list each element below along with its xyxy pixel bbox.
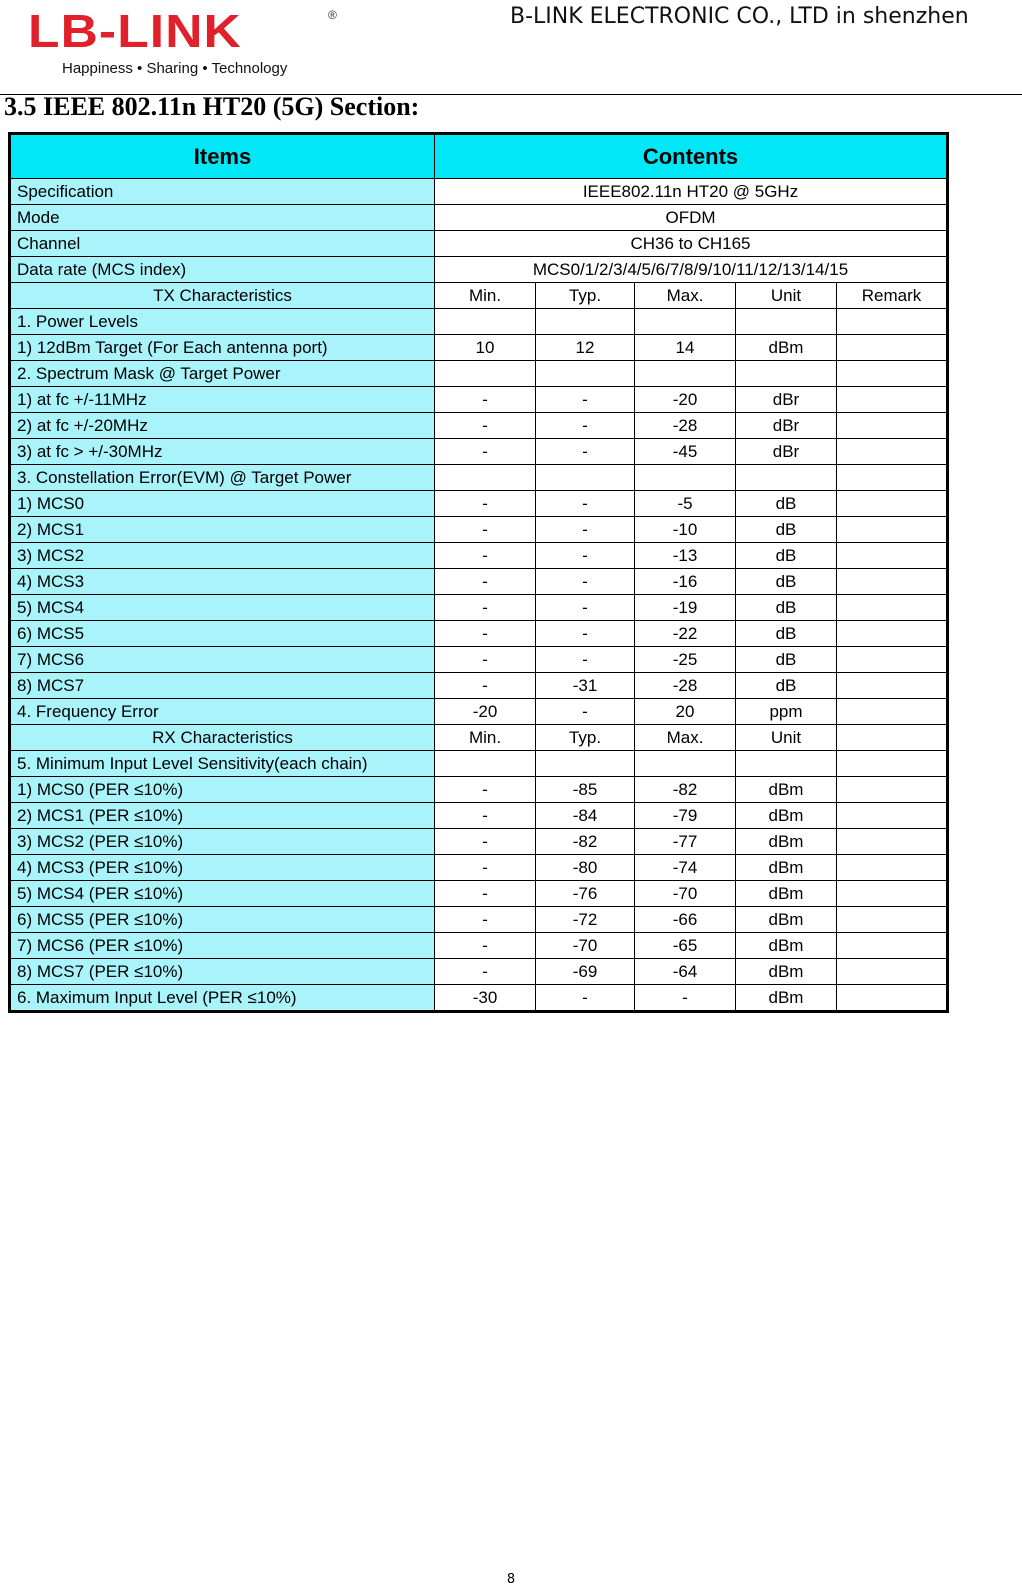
cell-typ: -80 xyxy=(536,855,635,881)
cell-remark xyxy=(837,465,948,491)
cell-remark xyxy=(837,777,948,803)
table-row xyxy=(10,985,948,1012)
table-row xyxy=(10,361,948,387)
cell-typ: -84 xyxy=(536,803,635,829)
cell-min: - xyxy=(435,777,536,803)
cell-unit: dB xyxy=(736,673,837,699)
row-label: 1) MCS0 (PER ≤10%) xyxy=(10,777,435,803)
cell-max: -10 xyxy=(635,517,736,543)
cell-typ xyxy=(536,465,635,491)
table-row xyxy=(10,465,948,491)
cell-typ: - xyxy=(536,985,635,1012)
cell-min: - xyxy=(435,595,536,621)
cell-max: -45 xyxy=(635,439,736,465)
cell-unit: dBm xyxy=(736,829,837,855)
cell-remark xyxy=(837,335,948,361)
cell-remark xyxy=(837,439,948,465)
cell-remark xyxy=(837,543,948,569)
cell-max: 20 xyxy=(635,699,736,725)
table-header-row xyxy=(10,134,948,179)
cell-unit: dBm xyxy=(736,881,837,907)
cell-typ: - xyxy=(536,595,635,621)
row-label: 2. Spectrum Mask @ Target Power xyxy=(10,361,435,387)
cell-typ: - xyxy=(536,569,635,595)
cell-min: - xyxy=(435,933,536,959)
cell-typ: - xyxy=(536,439,635,465)
table-row xyxy=(10,881,948,907)
page-number: 8 xyxy=(506,1572,516,1587)
table-row xyxy=(10,569,948,595)
table-row xyxy=(10,517,948,543)
table-row xyxy=(10,595,948,621)
cell-max: -22 xyxy=(635,621,736,647)
table-row xyxy=(10,335,948,361)
row-label: 8) MCS7 xyxy=(10,673,435,699)
cell-unit: dBr xyxy=(736,439,837,465)
cell-min: - xyxy=(435,673,536,699)
cell-min: - xyxy=(435,829,536,855)
row-label: 4. Frequency Error xyxy=(10,699,435,725)
cell-unit: dB xyxy=(736,595,837,621)
cell-max: -65 xyxy=(635,933,736,959)
row-label: 1. Power Levels xyxy=(10,309,435,335)
cell-max: -82 xyxy=(635,777,736,803)
row-label: 4) MCS3 xyxy=(10,569,435,595)
section-title: 3.5 IEEE 802.11n HT20 (5G) Section: xyxy=(4,92,420,121)
company-name: B-LINK ELECTRONIC CO., LTD in shenzhen xyxy=(510,4,969,29)
cell-typ: -69 xyxy=(536,959,635,985)
row-label: 3) MCS2 (PER ≤10%) xyxy=(10,829,435,855)
cell-remark xyxy=(837,309,948,335)
cell-unit xyxy=(736,361,837,387)
cell-min xyxy=(435,361,536,387)
cell-min: - xyxy=(435,491,536,517)
cell-unit: dBm xyxy=(736,959,837,985)
cell-min xyxy=(435,465,536,491)
row-label: 6) MCS5 (PER ≤10%) xyxy=(10,907,435,933)
row-label: 5) MCS4 (PER ≤10%) xyxy=(10,881,435,907)
table-row xyxy=(10,283,948,309)
info-row xyxy=(10,179,948,205)
table-row xyxy=(10,725,948,751)
cell-min: - xyxy=(435,569,536,595)
cell-remark xyxy=(837,725,948,751)
cell-min: - xyxy=(435,803,536,829)
info-value: MCS0/1/2/3/4/5/6/7/8/9/10/11/12/13/14/15 xyxy=(435,257,948,283)
table-row xyxy=(10,543,948,569)
info-label: Mode xyxy=(10,205,435,231)
cell-typ: - xyxy=(536,621,635,647)
table-body xyxy=(10,179,948,1012)
cell-unit xyxy=(736,465,837,491)
cell-remark xyxy=(837,751,948,777)
info-row xyxy=(10,205,948,231)
spec-table xyxy=(8,132,949,1013)
cell-max: -77 xyxy=(635,829,736,855)
cell-max: -28 xyxy=(635,673,736,699)
row-label: RX Characteristics xyxy=(10,725,435,751)
table-row xyxy=(10,491,948,517)
cell-min: - xyxy=(435,621,536,647)
table-row xyxy=(10,959,948,985)
cell-max: -70 xyxy=(635,881,736,907)
cell-min xyxy=(435,309,536,335)
row-label: 3) at fc > +/-30MHz xyxy=(10,439,435,465)
row-label: 7) MCS6 xyxy=(10,647,435,673)
cell-remark: Remark xyxy=(837,283,948,309)
table-row xyxy=(10,439,948,465)
cell-unit: dBm xyxy=(736,985,837,1012)
cell-max xyxy=(635,309,736,335)
cell-typ: - xyxy=(536,543,635,569)
row-label: 7) MCS6 (PER ≤10%) xyxy=(10,933,435,959)
cell-remark xyxy=(837,517,948,543)
table-row xyxy=(10,309,948,335)
table-row xyxy=(10,855,948,881)
cell-min: - xyxy=(435,543,536,569)
cell-typ xyxy=(536,361,635,387)
cell-typ: -82 xyxy=(536,829,635,855)
cell-unit: dBr xyxy=(736,387,837,413)
cell-unit: dB xyxy=(736,647,837,673)
cell-remark xyxy=(837,491,948,517)
cell-unit: dBm xyxy=(736,907,837,933)
cell-min: Min. xyxy=(435,283,536,309)
cell-unit: dB xyxy=(736,543,837,569)
info-label: Specification xyxy=(10,179,435,205)
cell-max xyxy=(635,361,736,387)
cell-remark xyxy=(837,855,948,881)
row-label: 2) MCS1 xyxy=(10,517,435,543)
cell-typ: 12 xyxy=(536,335,635,361)
cell-remark xyxy=(837,647,948,673)
info-value: CH36 to CH165 xyxy=(435,231,948,257)
cell-remark xyxy=(837,907,948,933)
cell-unit: dB xyxy=(736,517,837,543)
cell-remark xyxy=(837,361,948,387)
cell-typ: -76 xyxy=(536,881,635,907)
cell-min xyxy=(435,751,536,777)
cell-unit: Unit xyxy=(736,283,837,309)
cell-typ xyxy=(536,309,635,335)
row-label: 4) MCS3 (PER ≤10%) xyxy=(10,855,435,881)
row-label: 8) MCS7 (PER ≤10%) xyxy=(10,959,435,985)
cell-remark xyxy=(837,673,948,699)
header-items: Items xyxy=(10,134,435,179)
cell-remark xyxy=(837,595,948,621)
cell-typ: Typ. xyxy=(536,725,635,751)
cell-max: -16 xyxy=(635,569,736,595)
cell-min: - xyxy=(435,647,536,673)
cell-typ: - xyxy=(536,517,635,543)
info-label: Channel xyxy=(10,231,435,257)
row-label: 6) MCS5 xyxy=(10,621,435,647)
cell-min: 10 xyxy=(435,335,536,361)
cell-min: -20 xyxy=(435,699,536,725)
cell-typ: -70 xyxy=(536,933,635,959)
logo-tagline: Happiness • Sharing • Technology xyxy=(62,60,288,77)
cell-typ: -31 xyxy=(536,673,635,699)
row-label: 3. Constellation Error(EVM) @ Target Power xyxy=(10,465,435,491)
table-row xyxy=(10,907,948,933)
cell-min: - xyxy=(435,855,536,881)
row-label: TX Characteristics xyxy=(10,283,435,309)
cell-min: - xyxy=(435,387,536,413)
cell-max: Max. xyxy=(635,283,736,309)
cell-remark xyxy=(837,959,948,985)
cell-unit xyxy=(736,309,837,335)
cell-max: -28 xyxy=(635,413,736,439)
lb-link-logo xyxy=(28,6,348,82)
table-row xyxy=(10,699,948,725)
cell-typ: - xyxy=(536,491,635,517)
row-label: 1) 12dBm Target (For Each antenna port) xyxy=(10,335,435,361)
cell-max: -13 xyxy=(635,543,736,569)
cell-typ: Typ. xyxy=(536,283,635,309)
cell-max: -74 xyxy=(635,855,736,881)
table-row xyxy=(10,621,948,647)
cell-remark xyxy=(837,829,948,855)
cell-unit: dB xyxy=(736,621,837,647)
row-label: 6. Maximum Input Level (PER ≤10%) xyxy=(10,985,435,1012)
table-row xyxy=(10,751,948,777)
info-label: Data rate (MCS index) xyxy=(10,257,435,283)
cell-max: -20 xyxy=(635,387,736,413)
row-label: 2) MCS1 (PER ≤10%) xyxy=(10,803,435,829)
table-row xyxy=(10,413,948,439)
cell-unit: dBm xyxy=(736,777,837,803)
cell-unit: dBm xyxy=(736,335,837,361)
cell-min: - xyxy=(435,959,536,985)
cell-min: - xyxy=(435,413,536,439)
cell-max xyxy=(635,465,736,491)
cell-typ: - xyxy=(536,413,635,439)
cell-unit: Unit xyxy=(736,725,837,751)
cell-min: -30 xyxy=(435,985,536,1012)
info-row xyxy=(10,257,948,283)
table-row xyxy=(10,777,948,803)
cell-typ: -72 xyxy=(536,907,635,933)
cell-min: - xyxy=(435,517,536,543)
cell-typ: - xyxy=(536,699,635,725)
cell-typ: - xyxy=(536,647,635,673)
table-row xyxy=(10,647,948,673)
page-header xyxy=(0,0,1022,95)
row-label: 3) MCS2 xyxy=(10,543,435,569)
row-label: 1) MCS0 xyxy=(10,491,435,517)
cell-min: - xyxy=(435,881,536,907)
cell-unit: dB xyxy=(736,491,837,517)
cell-unit xyxy=(736,751,837,777)
header-contents: Contents xyxy=(435,134,948,179)
cell-max: -5 xyxy=(635,491,736,517)
cell-remark xyxy=(837,621,948,647)
logo-wordmark: LB-LINK xyxy=(28,5,242,57)
cell-min: - xyxy=(435,907,536,933)
info-value: OFDM xyxy=(435,205,948,231)
cell-unit: dBr xyxy=(736,413,837,439)
cell-max: -64 xyxy=(635,959,736,985)
cell-max: - xyxy=(635,985,736,1012)
row-label: 1) at fc +/-11MHz xyxy=(10,387,435,413)
cell-min: Min. xyxy=(435,725,536,751)
cell-max: -66 xyxy=(635,907,736,933)
cell-remark xyxy=(837,569,948,595)
cell-max: -79 xyxy=(635,803,736,829)
table-row xyxy=(10,673,948,699)
cell-remark xyxy=(837,985,948,1012)
table-row xyxy=(10,387,948,413)
cell-max: -19 xyxy=(635,595,736,621)
row-label: 5) MCS4 xyxy=(10,595,435,621)
cell-max xyxy=(635,751,736,777)
cell-typ: -85 xyxy=(536,777,635,803)
table-row xyxy=(10,829,948,855)
cell-unit: dBm xyxy=(736,803,837,829)
row-label: 5. Minimum Input Level Sensitivity(each chain) xyxy=(10,751,435,777)
table-row xyxy=(10,803,948,829)
cell-remark xyxy=(837,387,948,413)
table-row xyxy=(10,933,948,959)
info-value: IEEE802.11n HT20 @ 5GHz xyxy=(435,179,948,205)
cell-remark xyxy=(837,803,948,829)
cell-max: 14 xyxy=(635,335,736,361)
cell-remark xyxy=(837,933,948,959)
cell-remark xyxy=(837,413,948,439)
cell-remark xyxy=(837,881,948,907)
cell-unit: ppm xyxy=(736,699,837,725)
row-label: 2) at fc +/-20MHz xyxy=(10,413,435,439)
cell-typ: - xyxy=(536,387,635,413)
info-row xyxy=(10,231,948,257)
cell-unit: dBm xyxy=(736,933,837,959)
cell-remark xyxy=(837,699,948,725)
cell-min: - xyxy=(435,439,536,465)
cell-typ xyxy=(536,751,635,777)
cell-max: Max. xyxy=(635,725,736,751)
cell-unit: dB xyxy=(736,569,837,595)
registered-mark: ® xyxy=(328,8,337,22)
cell-max: -25 xyxy=(635,647,736,673)
cell-unit: dBm xyxy=(736,855,837,881)
